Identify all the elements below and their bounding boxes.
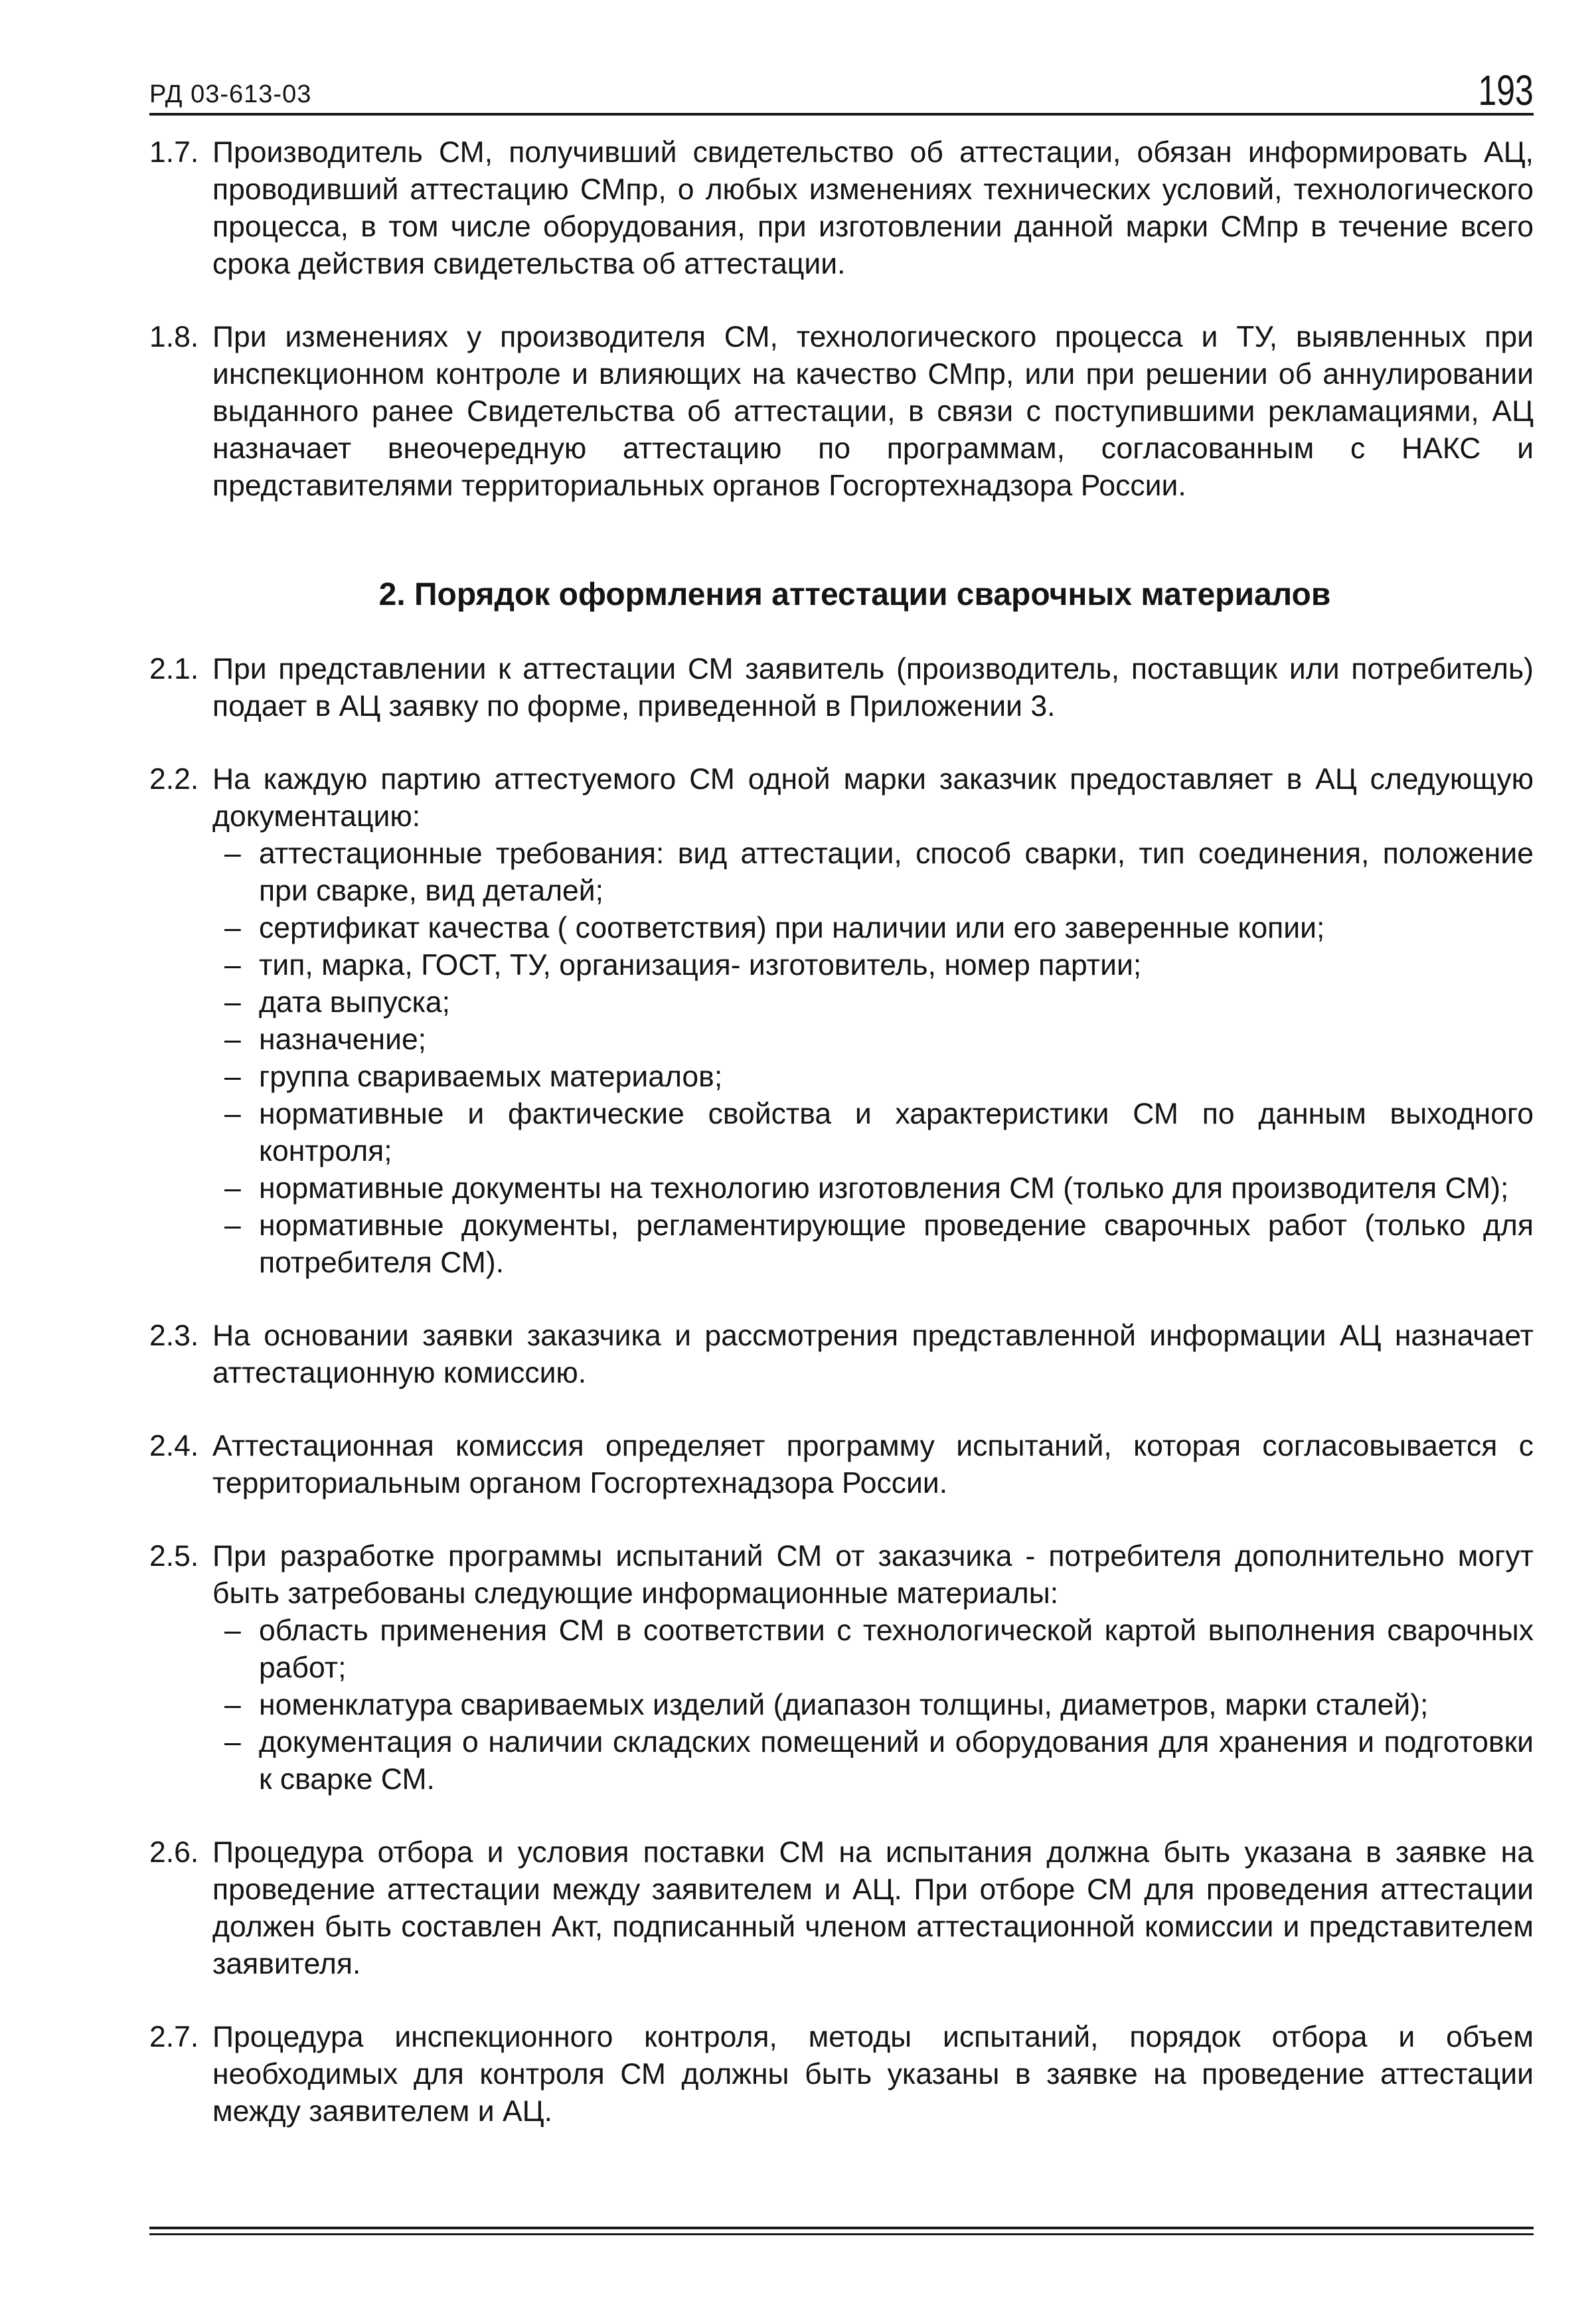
dash-marker: – [224,1172,241,1205]
list-item-text: область применения СМ в соответствии с технологической картой выполнения сварочных работ; [259,1614,1534,1684]
list-item [212,947,1534,984]
list-item [212,1207,1534,1282]
list-item-text: номенклатура свариваемых изделий (диапазон толщины, диаметров, марки сталей); [259,1689,1429,1721]
clause-2-4 [149,1428,1534,1502]
dash-marker: – [224,912,241,944]
clause-2-3 [149,1318,1534,1392]
clause-text: Процедура отбора и условия поставки СМ на испытания должна быть указана в заявке на проведение аттестации между заявителем и АЦ. При отборе СМ для проведения аттестации должен быть составлен Акт, подписанный членом аттестационной комиссии и представителем заявителя. [212,1836,1534,1980]
clause-number: 2.3. [149,1320,199,1352]
list-item [212,1170,1534,1207]
clause-2-6 [149,1834,1534,1983]
clause-number: 1.7. [149,136,199,169]
dash-marker: – [224,1689,241,1721]
clause-1-8 [149,319,1534,505]
list-item [212,1612,1534,1687]
clause-text: При разработке программы испытаний СМ от заказчика - потребителя дополнительно могут быть затребованы следующие информационные материалы: [212,1540,1534,1610]
list-item-text: нормативные документы, регламентирующие проведение сварочных работ (только для потребителя СМ). [259,1209,1534,1279]
clause-number: 2.7. [149,2021,199,2053]
requirement-list [212,835,1534,1282]
clause-1-7 [149,134,1534,283]
clause-text: На каждую партию аттестуемого СМ одной марки заказчик предоставляет в АЦ следующую документацию: [212,763,1534,833]
list-item-text: сертификат качества ( соответствия) при наличии или его заверенные копии; [259,912,1325,944]
clause-number: 2.5. [149,1540,199,1573]
clause-number: 2.1. [149,653,199,685]
dash-marker: – [224,949,241,981]
document-page [149,53,1534,2130]
dash-marker: – [224,837,241,870]
list-item-text: дата выпуска; [259,986,451,1019]
list-item-text: нормативные документы на технологию изготовления СМ (только для производителя СМ); [259,1172,1509,1205]
dash-marker: – [224,1023,241,1056]
clause-number: 1.8. [149,321,199,353]
document-code: РД 03-613-03 [149,80,312,108]
list-item [212,984,1534,1021]
clause-text: Аттестационная комиссия определяет программу испытаний, которая согласовывается с территориальным органом Госгортехнадзора России. [212,1430,1534,1499]
dash-marker: – [224,1726,241,1758]
document-body [149,134,1534,2130]
section-heading: 2. Порядок оформления аттестации сварочных материалов [378,577,1331,612]
clause-number: 2.4. [149,1430,199,1462]
materials-list [212,1612,1534,1798]
list-item [212,1021,1534,1059]
clause-text: Процедура инспекционного контроля, методы испытаний, порядок отбора и объем необходимых для контроля СМ должны быть указаны в заявке на проведение аттестации между заявителем и АЦ. [212,2021,1534,2128]
clause-text: При изменениях у производителя СМ, технологического процесса и ТУ, выявленных при инспекционном контроле и влияющих на качество СМпр, или при решении об аннулировании выданного ранее Свидетельства об аттестации, в связи с поступившими рекламациями, АЦ назначает внеочередную аттестацию по программам, согласованным с НАКС и представителями территориальных органов Госгортехнадзора России. [212,321,1534,502]
clause-2-7 [149,2019,1534,2130]
clause-text: При представлении к аттестации СМ заявитель (производитель, поставщик или потребитель) подает в АЦ заявку по форме, приведенной в Приложении 3. [212,653,1534,723]
dash-marker: – [224,1061,241,1093]
clause-2-5 [149,1538,1534,1798]
dash-marker: – [224,1098,241,1130]
dash-marker: – [224,986,241,1019]
list-item-text: нормативные и фактические свойства и характеристики СМ по данным выходного контроля; [259,1098,1534,1167]
page-header [149,53,1534,116]
dash-marker: – [224,1209,241,1242]
clause-2-1 [149,651,1534,725]
list-item [212,1096,1534,1170]
list-item [212,1724,1534,1798]
list-item-text: тип, марка, ГОСТ, ТУ, организация- изготовитель, номер партии; [259,949,1142,981]
clause-number: 2.6. [149,1836,199,1869]
clause-text: На основании заявки заказчика и рассмотрения представленной информации АЦ назначает аттестационную комиссию. [212,1320,1534,1389]
list-item [212,910,1534,947]
dash-marker: – [224,1614,241,1647]
list-item-text: аттестационные требования: вид аттестации, способ сварки, тип соединения, положение при сварке, вид деталей; [259,837,1534,907]
list-item [212,1687,1534,1724]
clause-2-2 [149,761,1534,1282]
list-item-text: назначение; [259,1023,427,1056]
list-item [212,835,1534,910]
list-item-text: документация о наличии складских помещений и оборудования для хранения и подготовки к сварке СМ. [259,1726,1534,1796]
footer-double-rule [149,2227,1534,2235]
list-item [212,1059,1534,1096]
clause-text: Производитель СМ, получивший свидетельство об аттестации, обязан информировать АЦ, проводивший аттестацию СМпр, о любых изменениях технических условий, технологического процесса, в том числе оборудования, при изготовлении данной марки СМпр в течение всего срока действия свидетельства об аттестации. [212,136,1534,280]
clause-number: 2.2. [149,763,199,796]
page-number: 193 [1478,66,1534,114]
list-item-text: группа свариваемых материалов; [259,1061,723,1093]
